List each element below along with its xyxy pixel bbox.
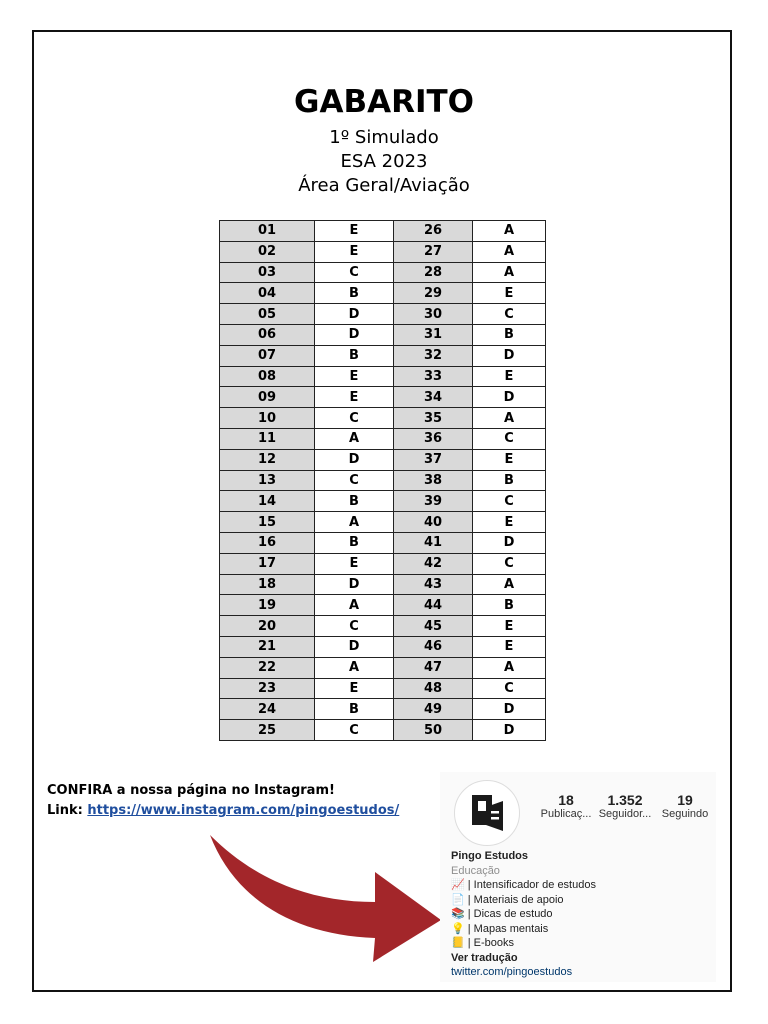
profile-avatar[interactable] — [454, 780, 520, 846]
question-number: 23 — [220, 678, 315, 699]
answer-letter: D — [473, 345, 546, 366]
profile-name: Pingo Estudos — [451, 850, 528, 862]
answer-row — [220, 720, 546, 741]
answer-letter: B — [473, 595, 546, 616]
question-number: 39 — [394, 491, 473, 512]
answer-letter: B — [315, 283, 394, 304]
answer-letter: E — [315, 387, 394, 408]
exam-area: Área Geral/Aviação — [298, 175, 470, 196]
bio-line: 📚 | Dicas de estudo — [451, 908, 553, 920]
answer-letter: A — [315, 428, 394, 449]
answer-letter: B — [315, 491, 394, 512]
answer-letter: C — [473, 491, 546, 512]
answer-letter: C — [473, 553, 546, 574]
question-number: 07 — [220, 345, 315, 366]
answer-row — [220, 470, 546, 491]
question-number: 49 — [394, 699, 473, 720]
profile-category: Educação — [451, 864, 500, 877]
answer-row — [220, 636, 546, 657]
answer-letter: A — [473, 262, 546, 283]
answer-row — [220, 262, 546, 283]
page-title: GABARITO — [294, 84, 474, 120]
answer-row — [220, 241, 546, 262]
answer-letter: D — [315, 636, 394, 657]
question-number: 28 — [394, 262, 473, 283]
question-number: 21 — [220, 636, 315, 657]
answer-letter: D — [473, 387, 546, 408]
answer-letter: A — [473, 241, 546, 262]
question-number: 12 — [220, 449, 315, 470]
answer-row — [220, 387, 546, 408]
answer-letter: A — [473, 221, 546, 242]
question-number: 31 — [394, 324, 473, 345]
question-number: 47 — [394, 657, 473, 678]
answer-letter: C — [473, 304, 546, 325]
question-number: 35 — [394, 408, 473, 429]
answer-row — [220, 657, 546, 678]
answer-letter: A — [473, 408, 546, 429]
translate-link[interactable]: Ver tradução — [451, 951, 518, 964]
answer-letter: C — [315, 470, 394, 491]
question-number: 38 — [394, 470, 473, 491]
answer-letter: D — [473, 699, 546, 720]
question-number: 11 — [220, 428, 315, 449]
question-number: 46 — [394, 636, 473, 657]
answer-row — [220, 491, 546, 512]
bio-line: 📈 | Intensificador de estudos — [451, 879, 596, 891]
red-arrow-icon — [205, 830, 445, 970]
question-number: 43 — [394, 574, 473, 595]
question-number: 15 — [220, 512, 315, 533]
bio-line: 📄 | Materiais de apoio — [451, 893, 564, 906]
question-number: 02 — [220, 241, 315, 262]
answer-letter: D — [473, 532, 546, 553]
answer-letter: A — [315, 657, 394, 678]
question-number: 10 — [220, 408, 315, 429]
exam-name: ESA 2023 — [340, 151, 428, 172]
answer-letter: C — [315, 616, 394, 637]
answer-row — [220, 616, 546, 637]
answer-key-table — [219, 220, 546, 741]
answer-letter: C — [473, 428, 546, 449]
answer-letter: C — [315, 720, 394, 741]
answer-row — [220, 283, 546, 304]
answer-row — [220, 532, 546, 553]
answer-row — [220, 428, 546, 449]
promo-text: CONFIRA a nossa página no Instagram! — [47, 783, 335, 798]
question-number: 36 — [394, 428, 473, 449]
question-number: 42 — [394, 553, 473, 574]
posts-count: 18 — [558, 792, 574, 808]
pingo-logo-icon — [455, 781, 519, 845]
answer-row — [220, 699, 546, 720]
answer-row — [220, 512, 546, 533]
answer-row — [220, 345, 546, 366]
question-number: 08 — [220, 366, 315, 387]
answer-letter: E — [315, 366, 394, 387]
answer-row — [220, 574, 546, 595]
following-label: Seguindo — [661, 808, 709, 820]
followers-count: 1.352 — [607, 792, 643, 808]
question-number: 14 — [220, 491, 315, 512]
answer-letter: B — [315, 532, 394, 553]
question-number: 04 — [220, 283, 315, 304]
instagram-promo — [47, 781, 399, 821]
answer-letter: D — [315, 324, 394, 345]
answer-letter: C — [315, 408, 394, 429]
answer-row — [220, 408, 546, 429]
question-number: 48 — [394, 678, 473, 699]
bio-line: 📒 | E-books — [451, 937, 515, 949]
answer-row — [220, 595, 546, 616]
answer-letter: A — [473, 574, 546, 595]
question-number: 17 — [220, 553, 315, 574]
bio-line: 💡 | Mapas mentais — [451, 922, 549, 935]
answer-letter: E — [315, 241, 394, 262]
answer-letter: E — [473, 616, 546, 637]
question-number: 01 — [220, 221, 315, 242]
posts-label: Publicaç... — [540, 808, 592, 820]
question-number: 27 — [394, 241, 473, 262]
question-number: 26 — [394, 221, 473, 242]
answer-letter: B — [473, 324, 546, 345]
question-number: 45 — [394, 616, 473, 637]
answer-letter: E — [473, 449, 546, 470]
answer-letter: A — [315, 595, 394, 616]
answer-letter: B — [473, 470, 546, 491]
question-number: 50 — [394, 720, 473, 741]
answer-letter: D — [315, 574, 394, 595]
answer-letter: E — [315, 553, 394, 574]
question-number: 18 — [220, 574, 315, 595]
answer-letter: E — [473, 636, 546, 657]
link-label: Link: — [47, 803, 83, 818]
answer-letter: B — [315, 345, 394, 366]
answer-letter: A — [473, 657, 546, 678]
answer-letter: D — [315, 449, 394, 470]
answer-letter: E — [315, 678, 394, 699]
answer-row — [220, 366, 546, 387]
answer-letter: E — [473, 512, 546, 533]
question-number: 44 — [394, 595, 473, 616]
question-number: 32 — [394, 345, 473, 366]
exam-number: 1º Simulado — [329, 127, 439, 148]
answer-letter: E — [473, 283, 546, 304]
question-number: 19 — [220, 595, 315, 616]
question-number: 41 — [394, 532, 473, 553]
answer-row — [220, 324, 546, 345]
following-count: 19 — [677, 792, 693, 808]
question-number: 20 — [220, 616, 315, 637]
answer-letter: E — [473, 366, 546, 387]
question-number: 16 — [220, 532, 315, 553]
question-number: 05 — [220, 304, 315, 325]
question-number: 24 — [220, 699, 315, 720]
answer-letter: D — [473, 720, 546, 741]
answer-letter: B — [315, 699, 394, 720]
following-stat[interactable] — [650, 792, 720, 820]
question-number: 33 — [394, 366, 473, 387]
question-number: 22 — [220, 657, 315, 678]
question-number: 09 — [220, 387, 315, 408]
question-number: 30 — [394, 304, 473, 325]
question-number: 06 — [220, 324, 315, 345]
question-number: 13 — [220, 470, 315, 491]
answer-row — [220, 553, 546, 574]
answer-row — [220, 221, 546, 242]
profile-website-link[interactable]: twitter.com/pingoestudos — [451, 966, 573, 978]
question-number: 40 — [394, 512, 473, 533]
answer-row — [220, 304, 546, 325]
answer-letter: A — [315, 512, 394, 533]
answer-row — [220, 449, 546, 470]
answer-row — [220, 678, 546, 699]
answer-letter: E — [315, 221, 394, 242]
answer-letter: D — [315, 304, 394, 325]
question-number: 29 — [394, 283, 473, 304]
instagram-link[interactable]: https://www.instagram.com/pingoestudos/ — [87, 803, 400, 818]
instagram-profile-card — [440, 772, 716, 982]
question-number: 25 — [220, 720, 315, 741]
answer-letter: C — [473, 678, 546, 699]
question-number: 37 — [394, 449, 473, 470]
question-number: 03 — [220, 262, 315, 283]
question-number: 34 — [394, 387, 473, 408]
followers-label: Seguidor... — [598, 808, 652, 820]
answer-letter: C — [315, 262, 394, 283]
promo-link-line — [47, 801, 399, 821]
profile-bio — [451, 849, 596, 980]
